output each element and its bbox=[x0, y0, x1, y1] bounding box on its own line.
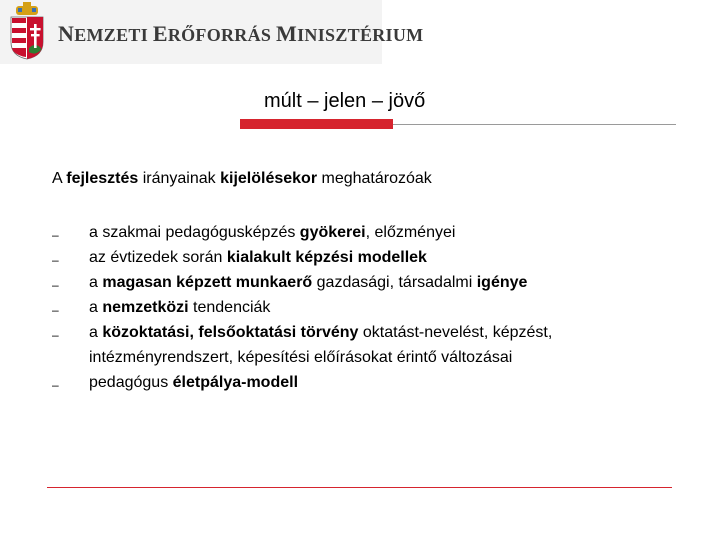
ministry-header bbox=[0, 0, 424, 64]
coat-of-arms-icon bbox=[8, 2, 46, 60]
intro-text: A fejlesztés irányainak kijelölésekor meghatározóak bbox=[52, 170, 432, 187]
list-item: – a nemzetközi tendenciák bbox=[52, 295, 692, 320]
slide-title: múlt – jelen – jövő bbox=[264, 90, 426, 112]
list-item: – pedagógus életpálya-modell bbox=[52, 370, 692, 395]
footer-divider bbox=[47, 487, 672, 488]
list-item: – a szakmai pedagógusképzés gyökerei, előzményei bbox=[52, 220, 692, 245]
list-item: – az évtizedek során kialakult képzési modellek bbox=[52, 245, 692, 270]
dash-bullet-icon: – bbox=[52, 328, 59, 342]
dash-bullet-icon: – bbox=[52, 253, 59, 267]
dash-bullet-icon: – bbox=[52, 278, 59, 292]
dash-bullet-icon: – bbox=[52, 228, 59, 242]
list-item: – a magasan képzett munkaerő gazdasági, társadalmi igénye bbox=[52, 270, 692, 295]
ministry-name: NEMZETI ERŐFORRÁS MINISZTÉRIUM bbox=[58, 21, 424, 46]
title-accent-bar bbox=[240, 119, 393, 129]
dash-bullet-icon: – bbox=[52, 303, 59, 317]
bullet-list bbox=[52, 220, 692, 395]
list-item: – a közoktatási, felsőoktatási törvény oktatást-nevelést, képzést, intézményrendszert, képesítési előírásokat érintő változásai bbox=[52, 320, 692, 370]
title-divider bbox=[393, 124, 676, 125]
dash-bullet-icon: – bbox=[52, 378, 59, 392]
